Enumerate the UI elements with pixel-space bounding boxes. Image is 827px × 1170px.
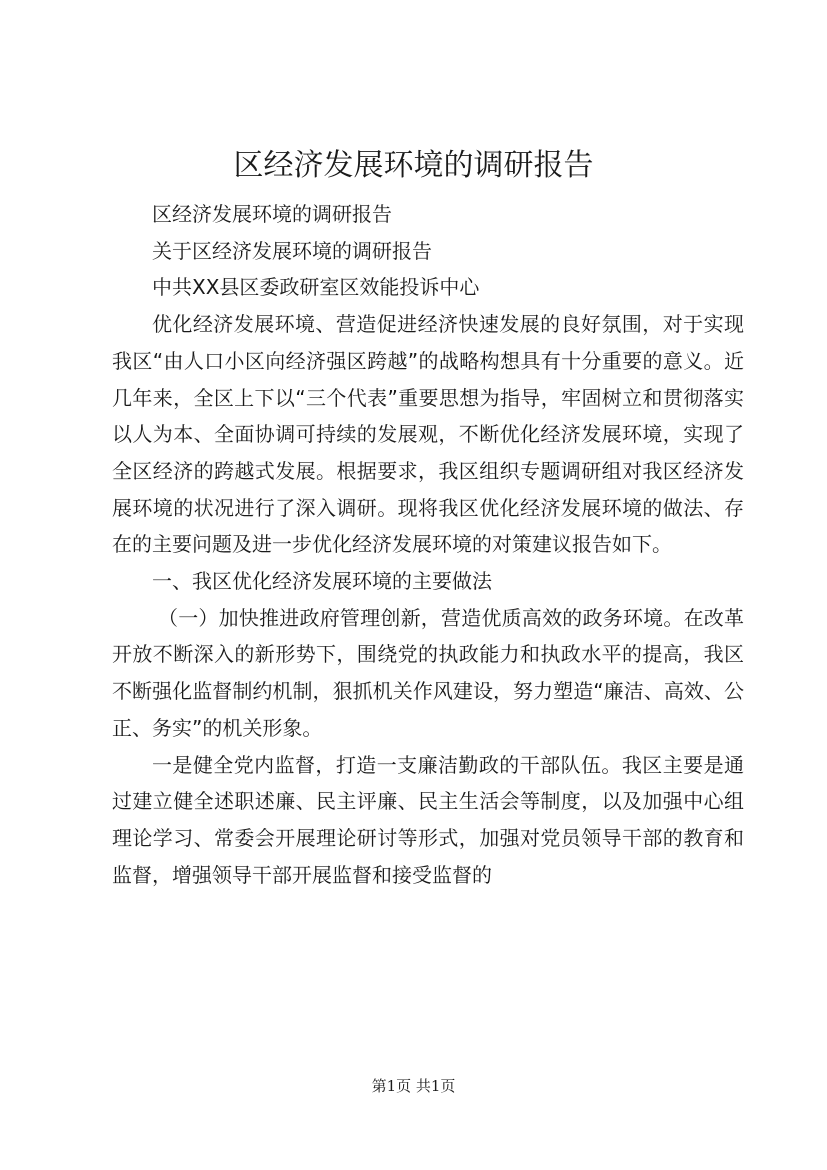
paragraph-author: 中共XX县区委政研室区效能投诉中心: [152, 275, 480, 300]
document-body: [112, 196, 744, 893]
paragraph-subsection-one: （一）加快推进政府管理创新，营造优质高效的政务环境。在改革开放不断深入的新形势下，围绕党的执政能力和执政水平的提高，我区不断强化监督制约机制，狠抓机关作风建设，努力塑造“廉洁、高效、公正、务实”的机关形象。: [112, 605, 744, 740]
paragraph-intro: 优化经济发展环境、营造促进经济快速发展的良好氛围，对于实现我区“由人口小区向经济强区跨越”的战略构想具有十分重要的意义。近几年来，全区上下以“三个代表”重要思想为指导，牢固树立和贯彻落实以人为本、全面协调可持续的发展观，不断优化经济发展环境，实现了全区经济的跨越式发展。根据要求，我区组织专题调研组对我区经济发展环境的状况进行了深入调研。现将我区优化经济发展环境的做法、存在的主要问题及进一步优化经济发展环境的对策建议报告如下。: [112, 312, 744, 557]
paragraph-report-title: 关于区经济发展环境的调研报告: [152, 238, 432, 263]
paragraph-point-one: 一是健全党内监督，打造一支廉洁勤政的干部队伍。我区主要是通过建立健全述职述廉、民主评廉、民主生活会等制度，以及加强中心组理论学习、常委会开展理论研讨等形式，加强对党员领导干部的教育和监督，增强领导干部开展监督和接受监督的: [112, 752, 744, 887]
paragraph-subtitle: 区经济发展环境的调研报告: [152, 202, 392, 226]
document-title: 区经济发展环境的调研报告: [233, 148, 594, 183]
section-heading: 一、我区优化经济发展环境的主要做法: [152, 569, 492, 594]
page-footer: 第1页 共1页: [371, 1077, 456, 1095]
